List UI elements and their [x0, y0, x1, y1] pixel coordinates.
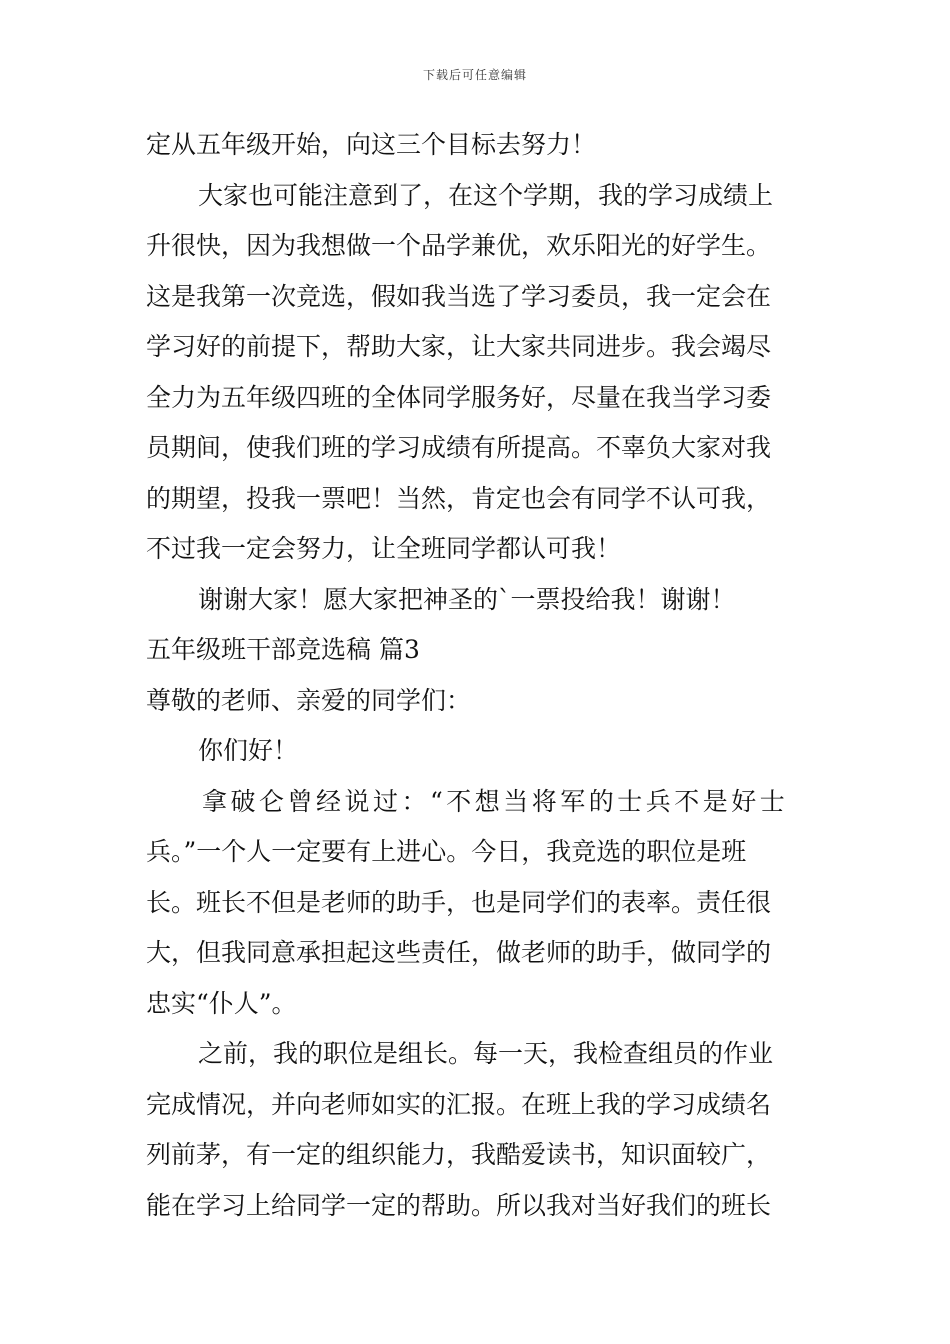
text-line: 学习好的前提下，帮助大家，让大家共同进步。我会竭尽 [146, 332, 772, 361]
salutation: 尊敬的老师、亲爱的同学们： [146, 685, 472, 715]
text-line: 拿破仑曾经说过：“不想当将军的士兵不是好士 [202, 786, 789, 816]
text-line: 员期间，使我们班的学习成绩有所提高。不辜负大家对我 [146, 433, 772, 462]
text-line: 这是我第一次竞选，假如我当选了学习委员，我一定会在 [146, 281, 772, 311]
greeting: 你们好！ [198, 736, 299, 765]
text-line: 能在学习上给同学一定的帮助。所以我对当好我们的班长 [146, 1190, 772, 1220]
text-line: 忠实“仆人”。 [146, 988, 297, 1018]
text-line: 兵。”一个人一定要有上进心。今日，我竞选的职位是班 [146, 837, 747, 866]
page-header: 下载后可任意编辑 [422, 68, 527, 82]
text-line: 定从五年级开始，向这三个目标去努力！ [146, 130, 597, 159]
text-line: 不过我一定会努力，让全班同学都认可我！ [146, 534, 622, 563]
text-line: 升很快，因为我想做一个品学兼优，欢乐阳光的好学生。 [146, 231, 772, 260]
section-title: 五年级班干部竞选稿 篇3 [146, 635, 420, 664]
text-line: 全力为五年级四班的全体同学服务好，尽量在我当学习委 [146, 382, 772, 412]
text-line: 之前，我的职位是组长。每一天，我检查组员的作业 [198, 1039, 774, 1068]
document-body [146, 120, 814, 1231]
text-line: 的期望，投我一票吧！当然，肯定也会有同学不认可我， [146, 483, 772, 513]
text-line: 列前茅，有一定的组织能力，我酷爱读书，知识面较广， [146, 1140, 772, 1169]
text-line: 长。班长不但是老师的助手，也是同学们的表率。责任很 [146, 887, 772, 917]
text-line: 完成情况，并向老师如实的汇报。在班上我的学习成绩名 [146, 1089, 772, 1119]
text-line: 大，但我同意承担起这些责任，做老师的助手，做同学的 [146, 938, 772, 967]
text-line: 大家也可能注意到了，在这个学期，我的学习成绩上 [198, 180, 774, 210]
text-line: 谢谢大家！愿大家把神圣的`一票投给我！谢谢！ [198, 584, 736, 614]
